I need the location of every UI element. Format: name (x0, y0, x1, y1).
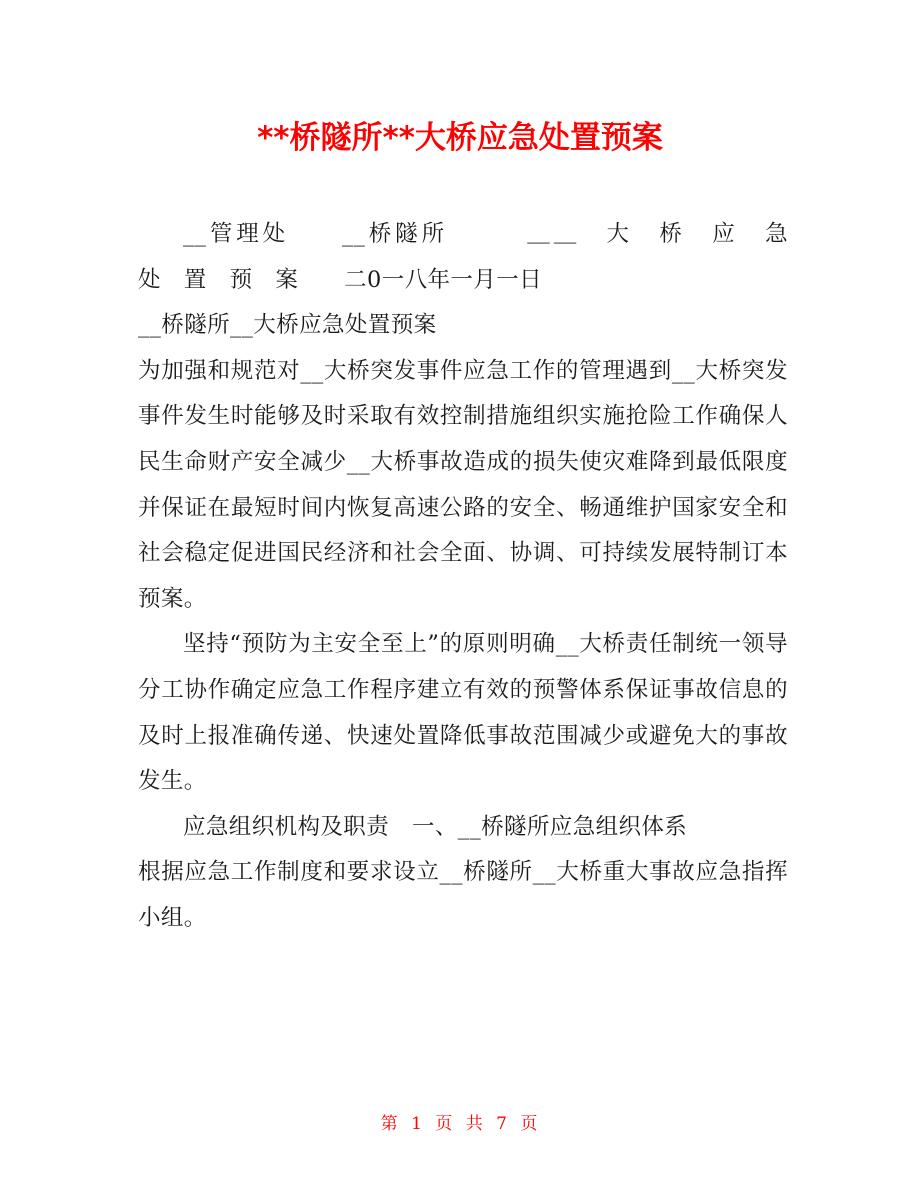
paragraph-organization-heading: 应急组织机构及职责 一、__桥隧所应急组织体系 (183, 813, 688, 840)
document-subtitle: __桥隧所__大桥应急处置预案 (138, 312, 437, 339)
paragraph-command-group: 根据应急工作制度和要求设立__桥隧所__大桥重大事故应急指挥小组。 (138, 859, 788, 931)
document-body (138, 212, 788, 942)
paragraph-principle: 坚持“预防为主安全至上”的原则明确__大桥责任制统一领导分工协作确定应急工作程序建立有效的预警体系保证事故信息的及时上报准确传递、快速处置降低事故范围减少或避免大的事故发生。 (138, 631, 788, 795)
document-title: **桥隧所**大桥应急处置预案 (257, 120, 663, 156)
paragraph-purpose: 为加强和规范对__大桥突发事件应急工作的管理遇到__大桥突发事件发生时能够及时采取有效控制措施组织实施抢险工作确保人民生命财产安全减少__大桥事故造成的损失使灾难降到最低限度并保证在最短时间内恢复高速公路的安全、畅通维护国家安全和社会稳定促进国民经济和社会全面、协调、可持续发展特制订本预案。 (138, 357, 788, 612)
header-line-2: 处 置 预 案 二0一八年一月一日 (138, 266, 543, 293)
page-footer: 第 1 页 共 7 页 (380, 1114, 540, 1134)
header-line-1: __管理处 __桥隧所 ＿＿ 大 桥 应 急 (183, 221, 788, 247)
